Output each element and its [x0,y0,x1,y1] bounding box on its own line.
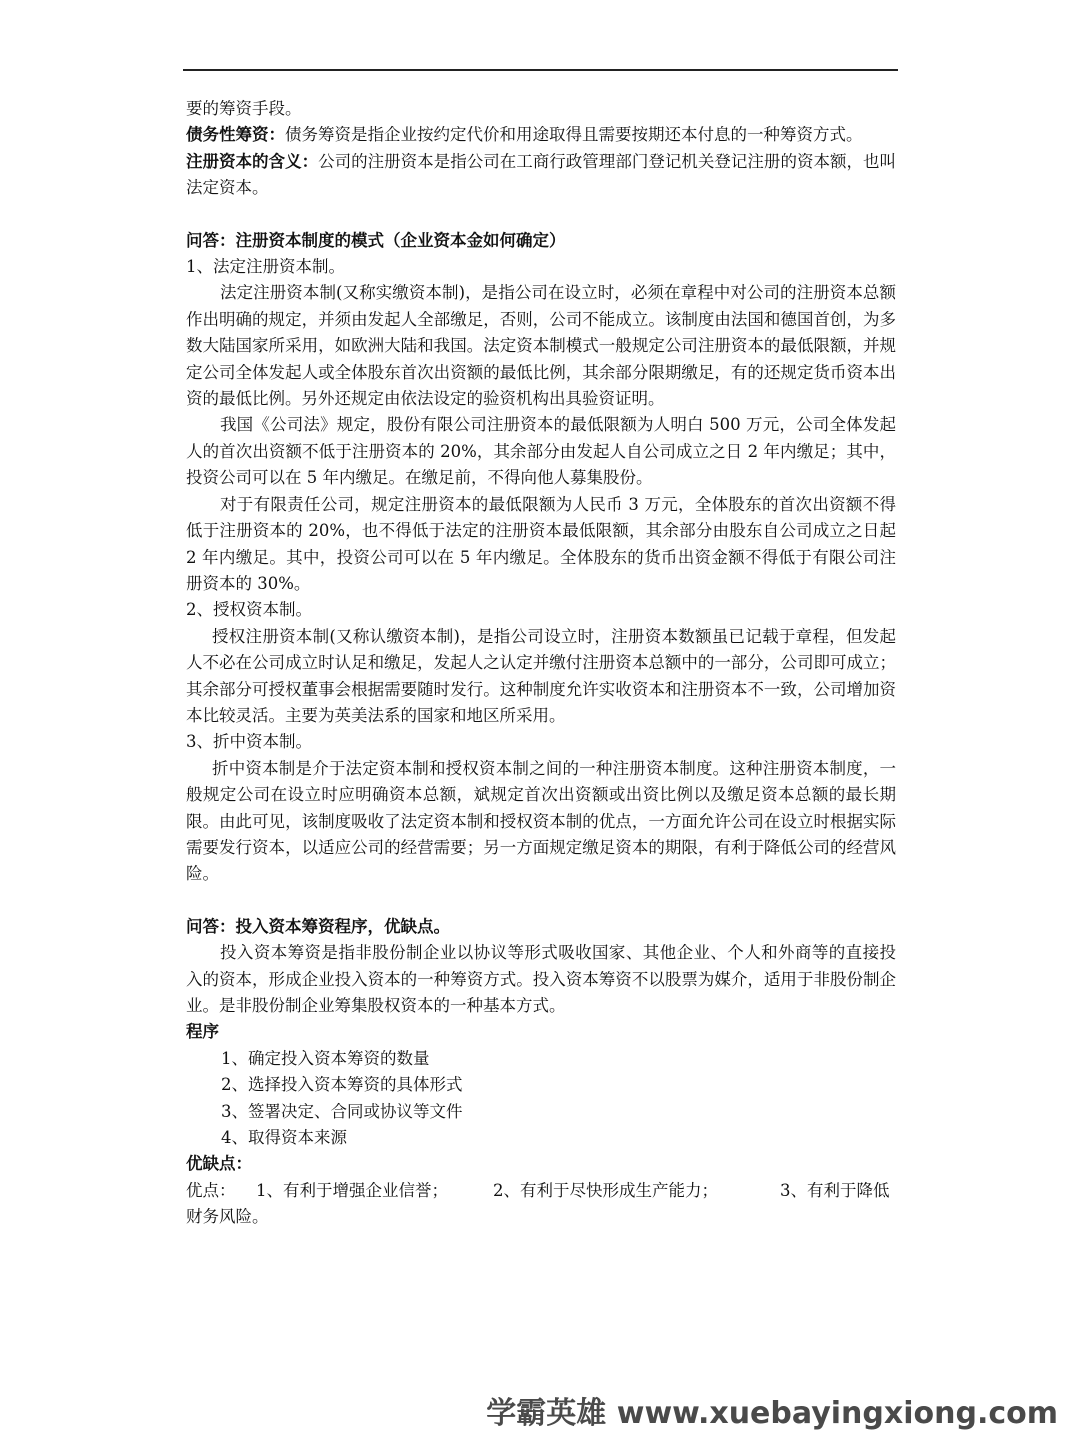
item1-title: 1、法定注册资本制。 [186,257,345,277]
pros-prefix: 优点： [186,1180,236,1200]
header-rule [183,69,898,71]
section1-heading: 问答：注册资本制度的模式（企业资本金如何确定） [186,230,566,250]
item2-title: 2、授权资本制。 [186,600,312,620]
pros-item: 2、有利于尽快形成生产能力； [493,1180,718,1200]
procedure-step: 2、选择投入资本筹资的具体形式 [221,1075,463,1095]
section2-heading: 问答：投入资本筹资程序，优缺点。 [186,916,450,936]
document-body [186,96,896,1231]
procedure-step: 1、确定投入资本筹资的数量 [221,1048,430,1068]
pros-cons-label: 优缺点： [186,1154,252,1174]
section2-intro: 投入资本筹资是指非股份制企业以协议等形式吸收国家、其他企业、个人和外商等的直接投入的资本，形成企业投入资本的一种筹资方式。投入资本筹资不以股票为媒介，适用于非股份制企业。是非股份制企业筹集股权资本的一种基本方式。 [186,943,896,1015]
item1-paragraph-1: 法定注册资本制(又称实缴资本制)，是指公司在设立时，必须在章程中对公司的注册资本总额作出明确的规定，并须由发起人全部缴足，否则，公司不能成立。该制度由法国和德国首创，为多数大陆国家所采用，如欧洲大陆和我国。法定资本制模式一般规定公司注册资本的最低限额，并规定公司全体发起人或全体股东首次出资额的最低比例，其余部分限期缴足，有的还规定货币资本出资的最低比例。另外还规定由依法设定的验资机构出具验资证明。 [186,283,896,409]
item2-paragraph-1: 授权注册资本制(又称认缴资本制)，是指公司设立时，注册资本数额虽已记载于章程，但发起人不必在公司成立时认足和缴足，发起人之认定并缴付注册资本总额中的一部分，公司即可成立；其余部分可授权董事会根据需要随时发行。这种制度允许实收资本和注册资本不一致，公司增加资本比较灵活。主要为英美法系的国家和地区所采用。 [186,626,896,725]
debt-financing-text: 债务筹资是指企业按约定代价和用途取得且需要按期还本付息的一种筹资方式。 [285,125,863,145]
registered-capital-definition [186,149,896,202]
pros-item: 3、有利于降低 [780,1180,890,1200]
pros-item: 1、有利于增强企业信誉； [256,1180,448,1200]
registered-capital-term: 注册资本的含义： [186,151,319,171]
registered-capital-text: 公司的注册资本是指公司在工商行政管理部门登记机关登记注册的资本额，也叫法定资本。 [186,151,897,198]
site-watermark: 学霸英雄 www.xuebayingxiong.com [486,1396,1058,1431]
item1-paragraph-3: 对于有限责任公司，规定注册资本的最低限额为人民币 3 万元，全体股东的首次出资额不得低于注册资本的 20%，也不得低于法定的注册资本最低限额，其余部分由股东自公司成立之日起 2 年内缴足。其中，投资公司可以在 5 年内缴足。全体股东的货币出资金额不得低于有限公司注册资本的 30%。 [186,494,896,593]
item3-paragraph-1: 折中资本制是介于法定资本制和授权资本制之间的一种注册资本制度。这种注册资本制度，一般规定公司在设立时应明确资本总额，斌规定首次出资额或出资比例以及缴足资本总额的最长期限。由此可见，该制度吸收了法定资本制和授权资本制的优点，一方面允许公司在设立时根据实际需要发行资本，以适应公司的经营需要；另一方面规定缴足资本的期限，有利于降低公司的经营风险。 [186,758,896,884]
procedure-step: 4、取得资本来源 [221,1128,347,1148]
item1-paragraph-2: 我国《公司法》规定，股份有限公司注册资本的最低限额为人明白 500 万元，公司全体发起人的首次出资额不低于注册资本的 20%，其余部分由发起人自公司成立之日 2 年内缴足；其中，投资公司可以在 5 年内缴足。在缴足前，不得向他人募集股份。 [186,415,897,488]
debt-financing-term: 债务性筹资： [186,125,285,145]
pros-continued: 财务风险。 [186,1207,269,1227]
pros-line [186,1178,896,1204]
paragraph-continuation: 要的筹资手段。 [186,99,302,118]
procedure-step: 3、签署决定、合同或协议等文件 [221,1101,463,1121]
debt-financing-definition [186,122,896,148]
procedure-label: 程序 [186,1022,219,1042]
item3-title: 3、折中资本制。 [186,732,312,752]
